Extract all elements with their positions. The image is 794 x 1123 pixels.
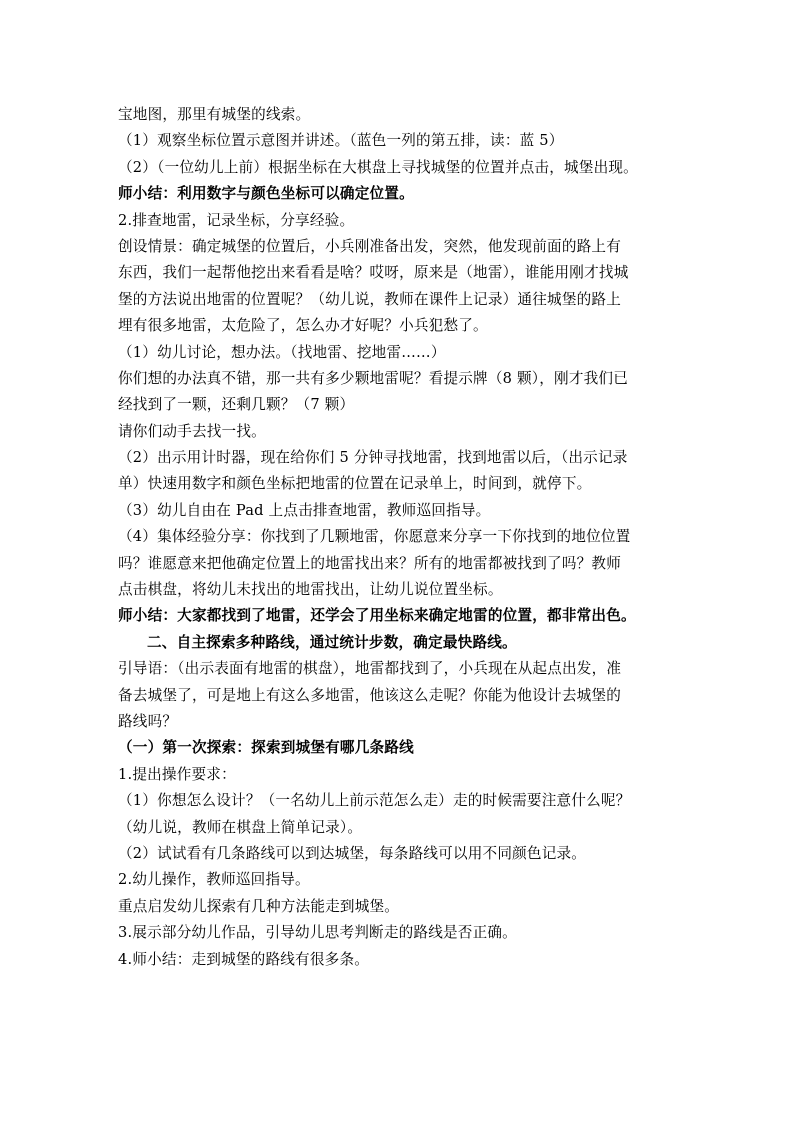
text-line: （1）幼儿讨论，想办法。（找地雷、挖地雷……） xyxy=(118,343,446,361)
section-heading: 二、自主探索多种路线，通过统计步数，确定最快路线。 xyxy=(147,633,517,651)
text-line: 请你们动手去找一找。 xyxy=(118,422,266,440)
subsection-heading: （一）第一次探索：探索到城堡有哪几条路线 xyxy=(118,739,414,757)
text-line: （2）出示用计时器，现在给你们 5 分钟寻找地雷，找到地雷以后，（出示记录 xyxy=(118,449,628,467)
text-line: （2）（一位幼儿上前）根据坐标在大棋盘上寻找城堡的位置并点击，城堡出现。 xyxy=(118,158,638,176)
summary-line: 师小结：利用数字与颜色坐标可以确定位置。 xyxy=(118,185,414,203)
text-line: （1）你想怎么设计？（一名幼儿上前示范怎么走）走的时候需要注意什么呢？ xyxy=(118,792,631,810)
text-line: 经找到了一颗，还剩几颗？（7 颗） xyxy=(118,396,355,414)
text-line: （1）观察坐标位置示意图并讲述。（蓝色一列的第五排，读：蓝 5） xyxy=(118,132,564,150)
text-line: 埋有很多地雷，太危险了，怎么办才好呢？小兵犯愁了。 xyxy=(118,317,488,335)
text-line: 路线吗？ xyxy=(118,712,178,730)
document-page xyxy=(118,102,688,973)
text-line: （4）集体经验分享：你找到了几颗地雷，你愿意来分享一下你找到的地位位置 xyxy=(118,528,631,546)
text-line: 2.幼儿操作，教师巡回指导。 xyxy=(118,871,310,889)
text-line: 吗？谁愿意来把他确定位置上的地雷找出来？所有的地雷都被找到了吗？教师 xyxy=(118,554,621,572)
text-line: 宝地图，那里有城堡的线索。 xyxy=(118,106,311,123)
text-line: 3.展示部分幼儿作品，引导幼儿思考判断走的路线是否正确。 xyxy=(118,924,517,942)
text-line: 点击棋盘，将幼儿未找出的地雷找出，让幼儿说位置坐标。 xyxy=(118,581,503,599)
text-line: 引导语：（出示表面有地雷的棋盘），地雷都找到了，小兵现在从起点出发，准 xyxy=(118,660,622,678)
text-line: （幼儿说，教师在棋盘上简单记录）。 xyxy=(118,818,363,836)
text-line: 重点启发幼儿探索有几种方法能走到城堡。 xyxy=(118,897,400,915)
text-line: （2）试试看有几条路线可以到达城堡，每条路线可以用不同颜色记录。 xyxy=(118,844,587,862)
text-line: 你们想的办法真不错，那一共有多少颗地雷呢？看提示牌（8 颗），刚才我们已 xyxy=(118,369,629,387)
text-line: 4.师小结：走到城堡的路线有很多条。 xyxy=(118,950,370,968)
text-line: 单）快速用数字和颜色坐标把地雷的位置在记录单上，时间到，就停下。 xyxy=(118,475,592,493)
text-line: 创设情景：确定城堡的位置后，小兵刚准备出发，突然，他发现前面的路上有 xyxy=(118,237,621,255)
text-line: 堡的方法说出地雷的位置呢？（幼儿说，教师在课件上记录）通往城堡的路上 xyxy=(118,290,621,308)
text-line: （3）幼儿自由在 Pad 上点击排查地雷，教师巡回指导。 xyxy=(118,501,491,519)
text-line: 备去城堡了，可是地上有这么多地雷，他该这么走呢？你能为他设计去城堡的 xyxy=(118,686,621,704)
text-line: 1.提出操作要求： xyxy=(118,765,236,783)
summary-line: 师小结：大家都找到了地雷，还学会了用坐标来确定地雷的位置，都非常出色。 xyxy=(118,607,636,625)
text-line: 2.排查地雷，记录坐标，分享经验。 xyxy=(118,211,355,229)
text-line: 东西，我们一起帮他挖出来看看是啥？哎呀，原来是（地雷），谁能用刚才找城 xyxy=(118,264,629,282)
